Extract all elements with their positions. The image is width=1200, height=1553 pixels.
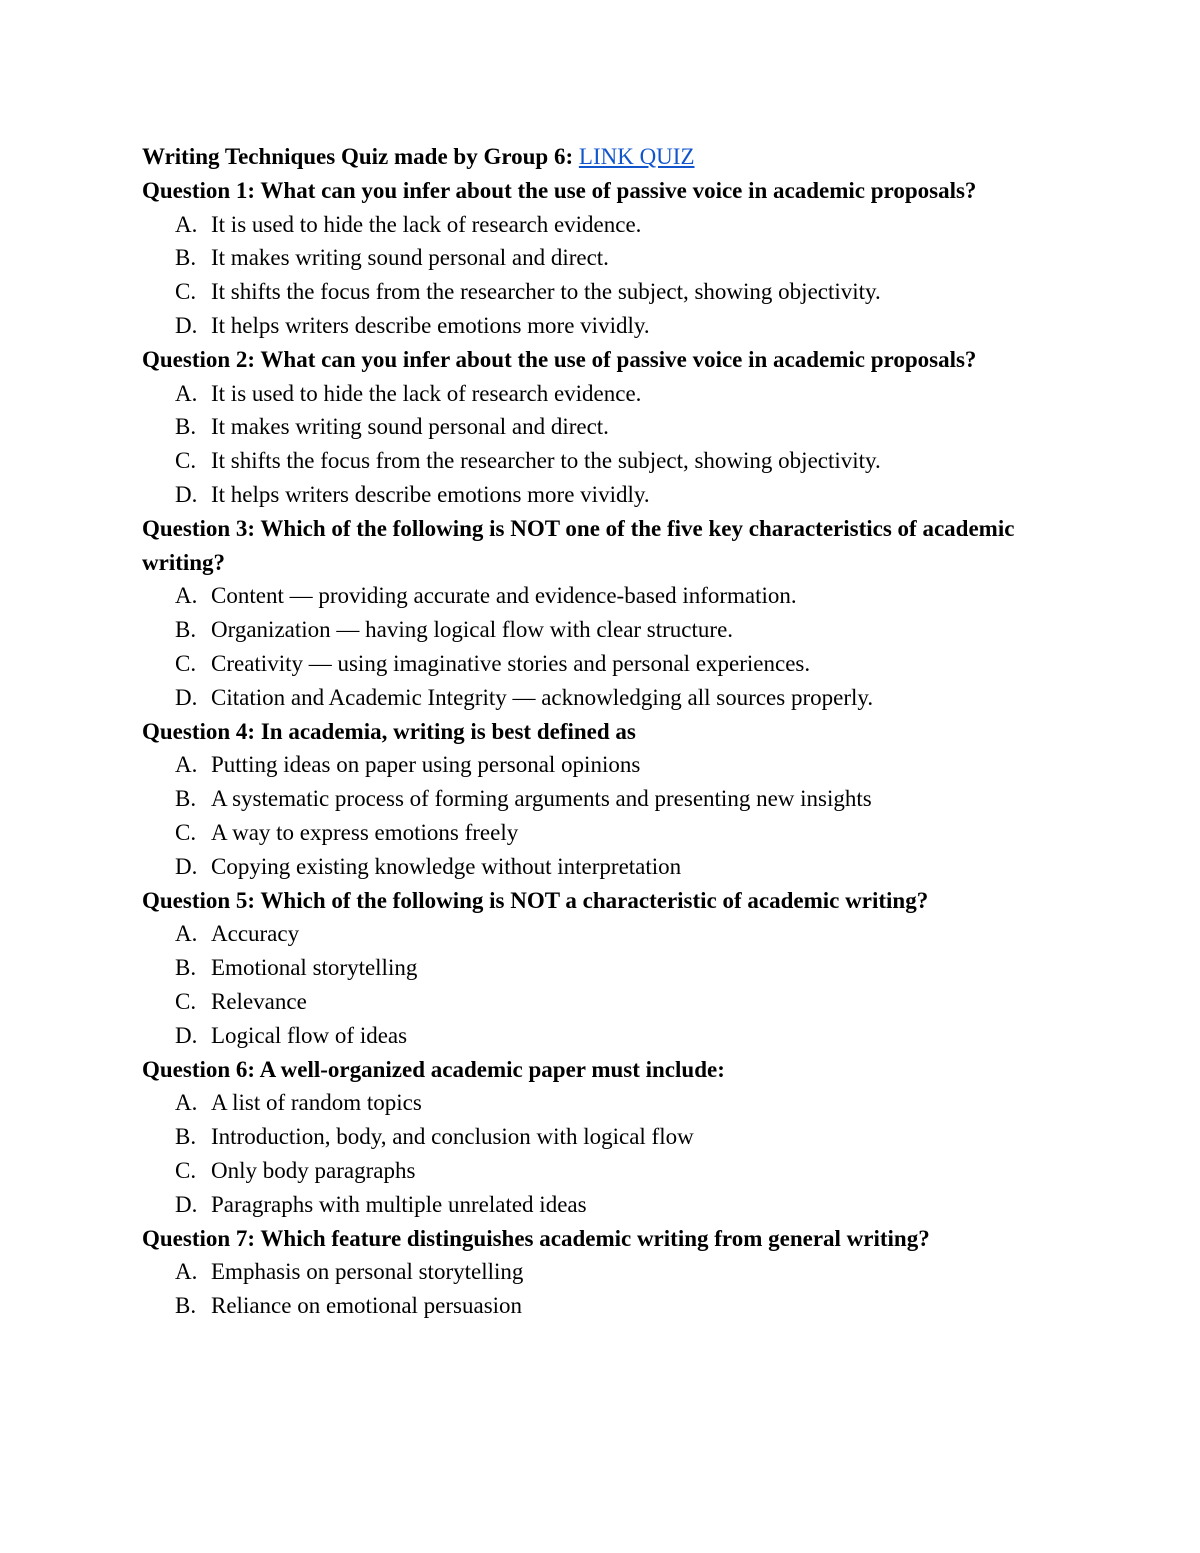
answer-option bbox=[142, 410, 1102, 444]
option-text: Only body paragraphs bbox=[211, 1157, 416, 1183]
question-block bbox=[142, 174, 1102, 343]
option-letter: A. bbox=[175, 583, 198, 609]
option-letter: D. bbox=[175, 853, 198, 879]
answer-option bbox=[142, 579, 1102, 613]
document-title bbox=[142, 140, 1102, 174]
option-letter: C. bbox=[175, 448, 197, 474]
option-text: Content — providing accurate and evidence-based information. bbox=[211, 583, 797, 609]
option-letter: B. bbox=[175, 1293, 197, 1319]
question-block bbox=[142, 512, 1102, 715]
option-text: Citation and Academic Integrity — acknowledging all sources properly. bbox=[211, 684, 874, 710]
option-letter: A. bbox=[175, 211, 198, 237]
question-text: Question 2: What can you infer about the use of passive voice in academic proposals? bbox=[142, 346, 977, 372]
answer-option bbox=[142, 478, 1102, 512]
question-text: Question 6: A well-organized academic paper must include: bbox=[142, 1056, 725, 1082]
option-text: It is used to hide the lack of research evidence. bbox=[211, 380, 642, 406]
answer-option bbox=[142, 681, 1102, 715]
option-letter: B. bbox=[175, 1124, 197, 1150]
answer-option bbox=[142, 1289, 1102, 1323]
option-text: It is used to hide the lack of research evidence. bbox=[211, 211, 642, 237]
question-block bbox=[142, 343, 1102, 512]
option-text: It helps writers describe emotions more vividly. bbox=[211, 312, 650, 338]
answer-option bbox=[142, 647, 1102, 681]
option-letter: B. bbox=[175, 786, 197, 812]
answer-option bbox=[142, 816, 1102, 850]
option-letter: A. bbox=[175, 752, 198, 778]
title-text: Writing Techniques Quiz made by Group 6: bbox=[142, 144, 579, 169]
option-letter: C. bbox=[175, 650, 197, 676]
option-text: Organization — having logical flow with clear structure. bbox=[211, 617, 734, 643]
answer-option bbox=[142, 985, 1102, 1019]
answer-option bbox=[142, 241, 1102, 275]
option-text: Introduction, body, and conclusion with logical flow bbox=[211, 1124, 694, 1150]
option-letter: A. bbox=[175, 380, 198, 406]
option-text: Copying existing knowledge without interpretation bbox=[211, 853, 682, 879]
answer-option bbox=[142, 444, 1102, 478]
answer-option bbox=[142, 1086, 1102, 1120]
question-block bbox=[142, 715, 1102, 884]
option-text: Emotional storytelling bbox=[211, 955, 418, 981]
option-text: A list of random topics bbox=[211, 1090, 422, 1116]
option-text: Paragraphs with multiple unrelated ideas bbox=[211, 1191, 587, 1217]
answer-option bbox=[142, 309, 1102, 343]
option-text: Accuracy bbox=[211, 921, 300, 947]
answer-option bbox=[142, 613, 1102, 647]
option-letter: C. bbox=[175, 988, 197, 1014]
answer-option bbox=[142, 208, 1102, 242]
option-text: Putting ideas on paper using personal opinions bbox=[211, 752, 641, 778]
question-text: Question 5: Which of the following is NOT a characteristic of academic writing? bbox=[142, 887, 929, 913]
answer-option bbox=[142, 782, 1102, 816]
option-letter: B. bbox=[175, 617, 197, 643]
option-text: Logical flow of ideas bbox=[211, 1022, 408, 1048]
option-letter: B. bbox=[175, 955, 197, 981]
option-text: Creativity — using imaginative stories and personal experiences. bbox=[211, 650, 811, 676]
option-letter: A. bbox=[175, 1090, 198, 1116]
question-list bbox=[142, 174, 1102, 1323]
option-letter: D. bbox=[175, 1022, 198, 1048]
answer-option bbox=[142, 1154, 1102, 1188]
answer-option bbox=[142, 1120, 1102, 1154]
answer-options bbox=[142, 1086, 1102, 1221]
question-text: Question 4: In academia, writing is best defined as bbox=[142, 718, 636, 744]
option-letter: D. bbox=[175, 1191, 198, 1217]
question-text: Question 3: Which of the following is NOT one of the five key characteristics of academic writing? bbox=[142, 515, 1015, 575]
answer-options bbox=[142, 579, 1102, 714]
answer-option bbox=[142, 275, 1102, 309]
question-text: Question 7: Which feature distinguishes academic writing from general writing? bbox=[142, 1225, 930, 1251]
answer-option bbox=[142, 377, 1102, 411]
option-letter: B. bbox=[175, 245, 197, 271]
answer-option bbox=[142, 951, 1102, 985]
option-text: A systematic process of forming arguments and presenting new insights bbox=[211, 786, 872, 812]
option-text: It helps writers describe emotions more vividly. bbox=[211, 481, 650, 507]
answer-option bbox=[142, 850, 1102, 884]
question-text: Question 1: What can you infer about the use of passive voice in academic proposals? bbox=[142, 177, 977, 203]
option-letter: B. bbox=[175, 414, 197, 440]
answer-options bbox=[142, 917, 1102, 1052]
link-quiz[interactable]: LINK QUIZ bbox=[578, 144, 695, 169]
option-text: It makes writing sound personal and direct. bbox=[211, 245, 609, 271]
option-text: It shifts the focus from the researcher to the subject, showing objectivity. bbox=[211, 448, 881, 474]
option-letter: C. bbox=[175, 279, 197, 305]
question-block bbox=[142, 1222, 1102, 1323]
answer-options bbox=[142, 377, 1102, 512]
option-letter: A. bbox=[175, 921, 198, 947]
option-letter: D. bbox=[175, 312, 198, 338]
answer-options bbox=[142, 748, 1102, 883]
option-letter: A. bbox=[175, 1259, 198, 1285]
answer-option bbox=[142, 1188, 1102, 1222]
option-text: Reliance on emotional persuasion bbox=[211, 1293, 523, 1319]
option-letter: C. bbox=[175, 819, 197, 845]
option-letter: C. bbox=[175, 1157, 197, 1183]
option-text: Emphasis on personal storytelling bbox=[211, 1259, 524, 1285]
question-block bbox=[142, 884, 1102, 1053]
answer-option bbox=[142, 1019, 1102, 1053]
option-text: A way to express emotions freely bbox=[211, 819, 519, 845]
option-text: It shifts the focus from the researcher to the subject, showing objectivity. bbox=[211, 279, 881, 305]
answer-option bbox=[142, 917, 1102, 951]
answer-options bbox=[142, 208, 1102, 343]
option-letter: D. bbox=[175, 684, 198, 710]
answer-options bbox=[142, 1255, 1102, 1323]
document-page bbox=[142, 140, 1102, 1323]
answer-option bbox=[142, 1255, 1102, 1289]
question-block bbox=[142, 1053, 1102, 1222]
option-letter: D. bbox=[175, 481, 198, 507]
option-text: Relevance bbox=[211, 988, 307, 1014]
answer-option bbox=[142, 748, 1102, 782]
option-text: It makes writing sound personal and direct. bbox=[211, 414, 609, 440]
